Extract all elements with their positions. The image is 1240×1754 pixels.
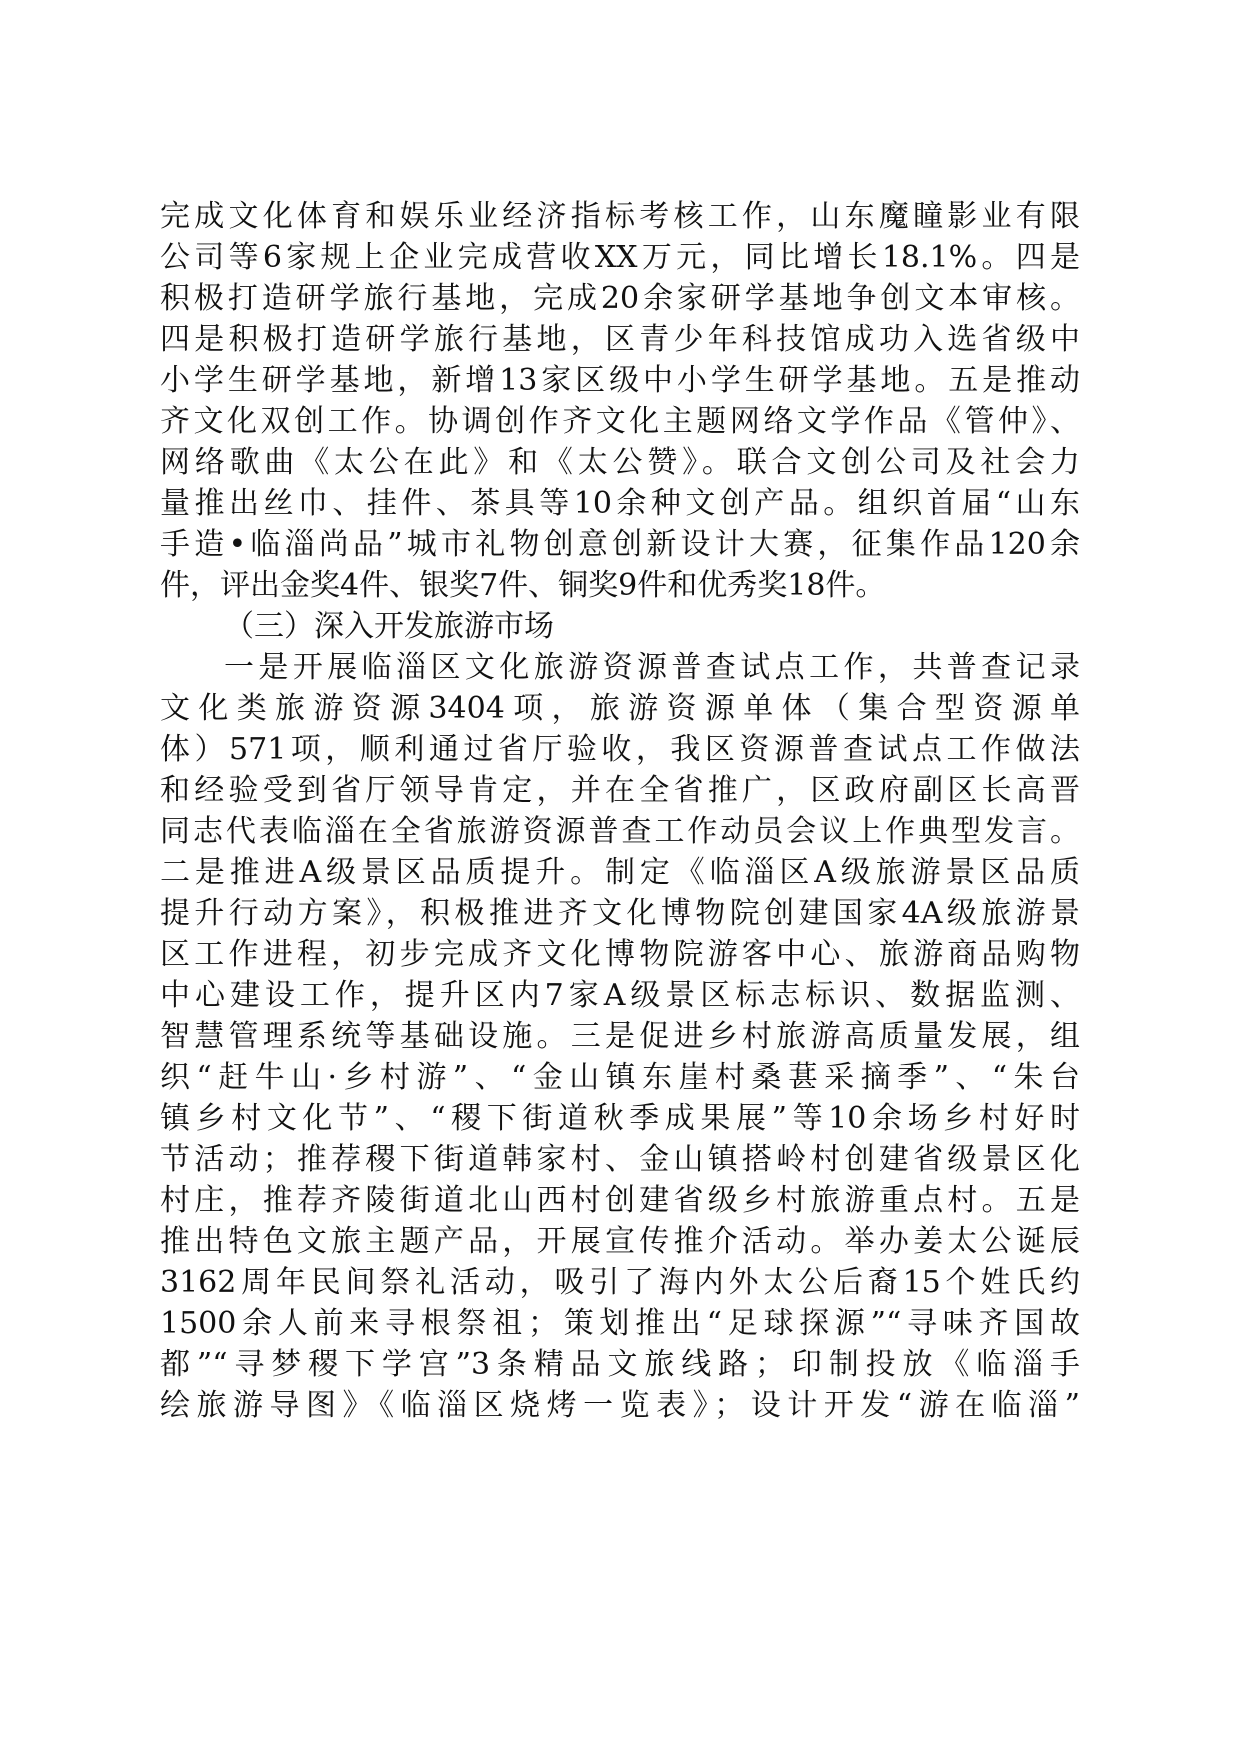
text-line: 二是推进A级景区品质提升。制定《临淄区A级旅游景区品质 [160,855,1080,890]
text-line: 提升行动方案》，积极推进齐文化博物院创建国家4A级旅游景 [160,896,1080,931]
text-line: 小学生研学基地，新增13家区级中小学生研学基地。五是推动 [160,363,1080,398]
text-line: 一是开展临淄区文化旅游资源普查试点工作，共普查记录 [224,650,1080,685]
text-line: 文化类旅游资源3404项，旅游资源单体（集合型资源单 [160,691,1080,726]
text-line: 区工作进程，初步完成齐文化博物院游客中心、旅游商品购物 [160,937,1080,972]
text-line: 四是积极打造研学旅行基地，区青少年科技馆成功入选省级中 [160,322,1080,357]
text-line: 公司等6家规上企业完成营收XX万元，同比增长18.1%。四是 [160,240,1080,275]
text-line: 量推出丝巾、挂件、茶具等10余种文创产品。组织首届“山东 [160,486,1080,521]
text-line: 3162周年民间祭礼活动，吸引了海内外太公后裔15个姓氏约 [160,1265,1080,1300]
text-line: 1500余人前来寻根祭祖；策划推出“足球探源”“寻味齐国故 [160,1306,1080,1341]
text-line: 中心建设工作，提升区内7家A级景区标志标识、数据监测、 [160,978,1080,1013]
text-line: 体）571项，顺利通过省厅验收，我区资源普查试点工作做法 [160,732,1080,767]
text-line: 齐文化双创工作。协调创作齐文化主题网络文学作品《管仲》、 [160,404,1080,439]
text-line: 同志代表临淄在全省旅游资源普查工作动员会议上作典型发言。 [160,814,1080,849]
text-line: 手造•临淄尚品”城市礼物创意创新设计大赛，征集作品120余 [160,527,1080,562]
text-line: 村庄，推荐齐陵街道北山西村创建省级乡村旅游重点村。五是 [160,1183,1080,1218]
document-body [160,196,1080,1426]
text-line: 都”“寻梦稷下学宫”3条精品文旅线路；印制投放《临淄手 [160,1347,1080,1382]
text-line: 镇乡村文化节”、“稷下街道秋季成果展”等10余场乡村好时 [160,1101,1080,1136]
text-line: 智慧管理系统等基础设施。三是促进乡村旅游高质量发展，组 [160,1019,1080,1054]
text-line: 完成文化体育和娱乐业经济指标考核工作，山东魔瞳影业有限 [160,199,1080,234]
text-line: 节活动；推荐稷下街道韩家村、金山镇搭岭村创建省级景区化 [160,1142,1080,1177]
text-line: 和经验受到省厅领导肯定，并在全省推广，区政府副区长高晋 [160,773,1080,808]
text-line: 件，评出金奖4件、银奖7件、铜奖9件和优秀奖18件。 [160,568,886,603]
text-line: 积极打造研学旅行基地，完成20余家研学基地争创文本审核。 [160,281,1080,316]
section-heading: （三）深入开发旅游市场 [224,609,554,644]
text-line: 网络歌曲《太公在此》和《太公赞》。联合文创公司及社会力 [160,445,1080,480]
text-line: 绘旅游导图》《临淄区烧烤一览表》；设计开发“游在临淄” [160,1388,1080,1423]
text-line: 推出特色文旅主题产品，开展宣传推介活动。举办姜太公诞辰 [160,1224,1080,1259]
text-line: 织“赶牛山·乡村游”、“金山镇东崖村桑葚采摘季”、“朱台 [160,1060,1080,1095]
